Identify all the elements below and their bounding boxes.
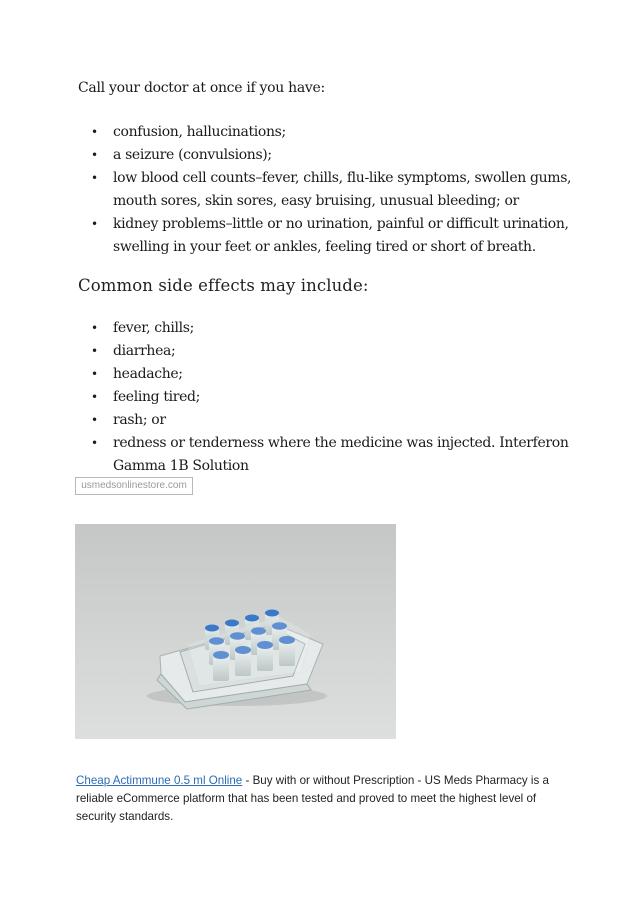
list-item: • redness or tenderness where the medicine was injected. Interferon Gamma 1B Solution [78, 432, 578, 478]
vials-tray-photo-icon [75, 524, 396, 739]
list-item: • low blood cell counts–fever, chills, flu-like symptoms, swollen gums, mouth sores, skin sores, easy bruising, unusual bleeding; or [78, 167, 578, 213]
bullet-icon: • [91, 436, 98, 450]
source-watermark-link[interactable]: usmedsonlinestore.com [75, 477, 193, 495]
bullet-icon: • [91, 125, 98, 139]
section-heading: Common side effects may include: [78, 276, 369, 295]
bullet-icon: • [91, 217, 98, 231]
list-item: • kidney problems–little or no urination, painful or difficult urination, swelling in your feet or ankles, feeling tired or short of breath. [78, 213, 578, 259]
common-effects-list [78, 317, 578, 478]
list-item: • headache; [78, 363, 578, 386]
bullet-icon: • [91, 367, 98, 381]
list-item: • rash; or [78, 409, 578, 432]
caption-paragraph [76, 772, 566, 826]
list-item: • confusion, hallucinations; [78, 121, 578, 144]
bullet-icon: • [91, 390, 98, 404]
intro-text: Call your doctor at once if you have: [78, 80, 325, 96]
bullet-icon: • [91, 148, 98, 162]
bullet-icon: • [91, 321, 98, 335]
list-item: • a seizure (convulsions); [78, 144, 578, 167]
product-link[interactable]: Cheap Actimmune 0.5 ml Online [76, 774, 243, 787]
list-item: • feeling tired; [78, 386, 578, 409]
product-photo [75, 524, 396, 739]
list-item: • diarrhea; [78, 340, 578, 363]
bullet-icon: • [91, 344, 98, 358]
bullet-icon: • [91, 413, 98, 427]
bullet-icon: • [91, 171, 98, 185]
list-item: • fever, chills; [78, 317, 578, 340]
caption-text: - Buy with or without Prescription - US Meds Pharmacy is a reliable eCommerce platform that has been tested and proved to meet the highest level of security standards. [76, 774, 549, 823]
urgent-symptoms-list [78, 121, 578, 259]
